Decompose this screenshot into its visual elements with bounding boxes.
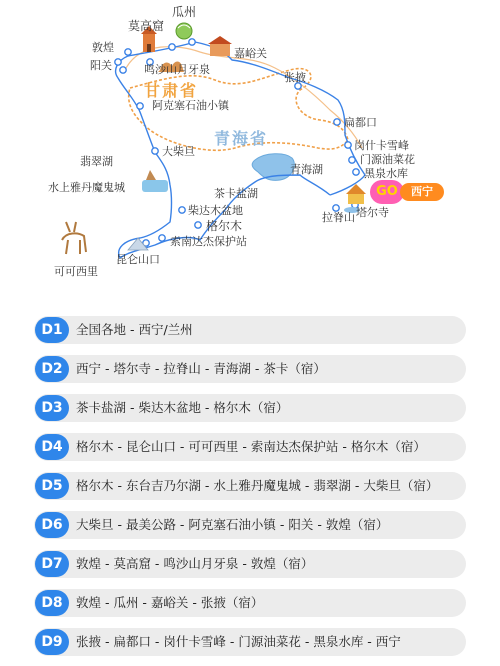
place-chaidamu: 柴达木盆地 xyxy=(188,204,243,217)
yardang-icon xyxy=(142,170,168,192)
place-dunhuang: 敦煌 xyxy=(92,41,114,54)
xining-badge: 西宁 xyxy=(400,183,444,201)
day-badge: D7 xyxy=(35,551,69,577)
itinerary-day-5 xyxy=(34,472,466,500)
place-akesai: 阿克塞石油小镇 xyxy=(152,99,229,112)
place-lajishan: 拉脊山 xyxy=(322,211,355,224)
place-qinghaihu: 青海湖 xyxy=(290,163,323,176)
day-badge: D4 xyxy=(35,434,69,460)
itinerary-day-4 xyxy=(34,433,466,461)
place-hoh-xil: 可可西里 xyxy=(54,265,98,278)
day-route: 格尔木 - 东台吉乃尔湖 - 水上雅丹魔鬼城 - 翡翠湖 - 大柴旦（宿） xyxy=(76,478,439,493)
day-route: 敦煌 - 瓜州 - 嘉峪关 - 张掖（宿） xyxy=(76,595,264,610)
place-mingsha: 鸣沙山月牙泉 xyxy=(144,63,210,76)
place-taersi: 塔尔寺 xyxy=(356,206,389,219)
place-yadan: 水上雅丹魔鬼城 xyxy=(48,181,125,194)
day-badge: D3 xyxy=(35,395,69,421)
itinerary-day-1 xyxy=(34,316,466,344)
map-canvas xyxy=(0,0,500,300)
antelope-icon xyxy=(62,222,86,254)
place-jiayuguan: 嘉峪关 xyxy=(234,47,267,60)
place-suonan: 索南达杰保护站 xyxy=(170,235,247,248)
watermelon-icon xyxy=(176,23,192,39)
jiayuguan-gate-icon xyxy=(208,36,232,56)
go-marker: GO xyxy=(370,180,404,204)
itinerary-day-9 xyxy=(34,628,466,656)
day-badge: D8 xyxy=(35,590,69,616)
place-feicui: 翡翠湖 xyxy=(80,155,113,168)
day-badge: D9 xyxy=(35,629,69,655)
place-yangguan: 阳关 xyxy=(90,59,112,72)
place-mogao: 莫高窟 xyxy=(128,19,165,33)
place-biandukou: 扁都口 xyxy=(344,116,377,129)
day-badge: D6 xyxy=(35,512,69,538)
itinerary-day-3 xyxy=(34,394,466,422)
day-route: 全国各地 - 西宁/兰州 xyxy=(76,322,193,337)
place-chaka: 茶卡盐湖 xyxy=(214,187,258,200)
place-guazhou: 瓜州 xyxy=(172,5,197,19)
day-badge: D2 xyxy=(35,356,69,382)
itinerary-day-6 xyxy=(34,511,466,539)
place-zhangye: 张掖 xyxy=(284,71,306,84)
place-dachaidan: 大柴旦 xyxy=(162,145,195,158)
itinerary-day-7 xyxy=(34,550,466,578)
itinerary-day-8 xyxy=(34,589,466,617)
itinerary-day-2 xyxy=(34,355,466,383)
qinghai-province-label: 青海省 xyxy=(214,129,269,148)
gansu-province-label: 甘肃省 xyxy=(144,81,199,100)
day-route: 敦煌 - 莫高窟 - 鸣沙山月牙泉 - 敦煌（宿） xyxy=(76,556,314,571)
place-gangshika: 岗什卡雪峰 xyxy=(354,139,409,152)
day-badge: D5 xyxy=(35,473,69,499)
day-route: 西宁 - 塔尔寺 - 拉脊山 - 青海湖 - 茶卡（宿） xyxy=(76,361,326,376)
day-badge: D1 xyxy=(35,317,69,343)
place-kunlun: 昆仑山口 xyxy=(116,253,160,266)
day-route: 格尔木 - 昆仑山口 - 可可西里 - 索南达杰保护站 - 格尔木（宿） xyxy=(76,439,426,454)
place-heiquan: 黑泉水库 xyxy=(364,167,408,180)
day-route: 张掖 - 扁都口 - 岗什卡雪峰 - 门源油菜花 - 黑泉水库 - 西宁 xyxy=(76,634,401,649)
place-menyuan: 门源油菜花 xyxy=(360,153,415,166)
place-geermu: 格尔木 xyxy=(206,219,243,233)
day-route: 茶卡盐湖 - 柴达木盆地 - 格尔木（宿） xyxy=(76,400,289,415)
day-route: 大柴旦 - 最美公路 - 阿克塞石油小镇 - 阳关 - 敦煌（宿） xyxy=(76,517,389,532)
route-map xyxy=(0,0,500,300)
